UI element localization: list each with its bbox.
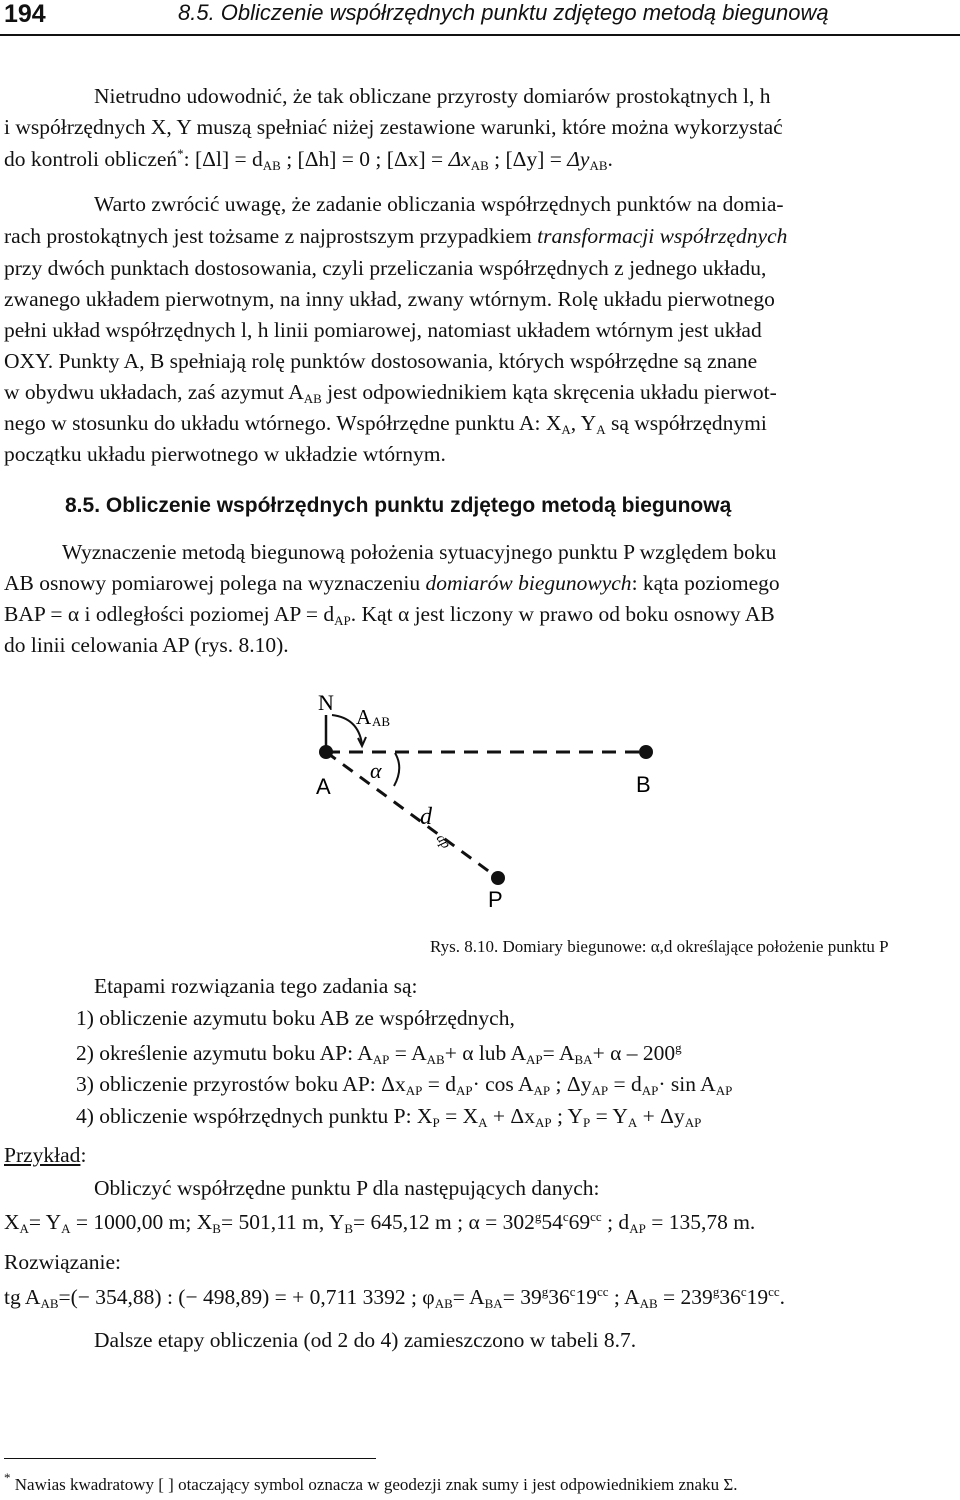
label-azimuth: A [356,705,372,729]
step-item: 4) obliczenie współrzędnych punktu P: $X_P = X_A + \Delta x_{AP}$ ; $Y_P = Y_A + \Delta y_{AP}$ [76,1104,702,1130]
label-point-p: P [488,887,503,910]
para3-line: BAP = α i odległości poziomej AP = $d_{AP}$. Kąt α jest liczony w prawo od boku osnowy AB [4,602,775,628]
para1-line: Nietrudno udowodnić, że tak obliczane przyrosty domiarów prostokątnych l, h [94,84,771,108]
para1-line: i współrzędnych X, Y muszą spełniać niżej zestawione warunki, które można wykorzystać [4,115,783,139]
point-p-marker [491,871,505,885]
label-north: N [318,690,334,715]
para3-line: do linii celowania AP (rys. 8.10). [4,633,289,657]
point-a-marker [319,745,333,759]
running-title: 8.5. Obliczenie współrzędnych punktu zdjętego metodą biegunową [178,0,829,25]
para3-line: AB osnowy pomiarowej polega na wyznaczeniu domiarów biegunowych: kąta poziomego [4,571,780,595]
point-b-marker [639,745,653,759]
step-item: 2) określenie azymutu boku AP: $A_{AP} = A_{AB}+ \alpha$ lub $A_{AP}= A_{BA}+ \alpha - 200^g$ [76,1040,682,1067]
para2-line: w obydwu układach, zaś azymut $A_{AB}$ jest odpowiednikiem kąta skręcenia układu pierwot- [4,380,777,406]
example-data: $X_A= Y_A = 1000,00$ m; $X_B= 501,11$ m, $Y_B= 645,12$ m ; $\alpha = 302^g54^c69^{cc}$ ; $d_{AP} = 135,78$ m. [4,1209,756,1236]
label-distance: d [420,804,432,830]
footnote-rule [4,1458,376,1459]
example-heading: Przykład: [4,1143,87,1167]
para2-line: zwanego układem pierwotnym, na inny układ, zwany wtórnym. Rolę układu pierwotnego [4,287,775,311]
page-number: 194 [4,0,46,28]
label-alpha: α [370,758,382,783]
example-task: Obliczyć współrzędne punktu P dla następujących danych: [94,1176,600,1200]
section-title: 8.5. Obliczenie współrzędnych punktu zdjętego metodą biegunową [65,494,732,517]
para2-line: OXY. Punkty A, B spełniają rolę punktów dostosowania, których współrzędne są znane [4,349,758,373]
para2-line: nego w stosunku do układu wtórnego. Współrzędne punktu A: $X_A$, $Y_A$ są współrzędnymi [4,411,767,437]
solution-formula: tg $A_{AB}=(- 354,88)$ : (− 498,89) = + 0,711 3392 ; $\varphi_{AB}= A_{BA}= 39^g36^c19^{cc}$ ; $A_{AB} = 239^g36^c19^{cc}$. [4,1284,786,1311]
para1-line: do kontroli obliczeń*: $[\Delta l] = d_{AB}$ ; [Δh] = 0 ; $[\Delta x] = \Delta x_{AB}$ ; $[\Delta y] = \Delta y_{AB}$. [4,146,613,173]
line-ap [326,752,498,878]
step-item: 3) obliczenie przyrostów boku AP: $\Delta x_{AP} = d_{AP}\cdot \cos A_{AP}$ ; $\Delta y_{AP} = d_{AP}\cdot \sin A_{AP}$ [76,1072,733,1098]
footnote-star: * [4,1470,11,1485]
para2-line: początku układu pierwotnego w układzie wtórnym. [4,442,446,466]
footnote-marker: * [177,146,184,161]
para2-line: Warto zwrócić uwagę, że zadanie obliczania współrzędnych punktów na domia- [94,192,784,216]
label-distance-sub: ap [432,831,454,852]
example-further: Dalsze etapy obliczenia (od 2 do 4) zamieszczono w tabeli 8.7. [94,1328,637,1352]
solution-heading: Rozwiązanie: [4,1250,122,1274]
alpha-arc [394,753,399,786]
label-point-a: A [316,774,331,799]
para3-line: Wyznaczenie metodą biegunową położenia sytuacyjnego punktu P względem boku [62,540,777,564]
steps-intro: Etapami rozwiązania tego zadania są: [94,974,418,998]
polar-method-figure [300,680,700,910]
label-azimuth-sub: AB [372,714,391,729]
step-item: 1) obliczenie azymutu boku AB ze współrzędnych, [76,1006,515,1030]
figure-caption: Rys. 8.10. Domiary biegunowe: α,d określające położenie punktu P [430,937,889,956]
para2-line: rach prostokątnych jest tożsame z najprostszym przypadkiem transformacji współrzędnych [4,224,788,248]
footnote: * Nawias kwadratowy [ ] otaczający symbol oznacza w geodezji znak sumy i jest odpowiednikiem znaku Σ. [4,1470,738,1494]
para2-line: pełni układ współrzędnych l, h linii pomiarowej, natomiast układem wtórnym jest układ [4,318,762,342]
para2-line: przy dwóch punktach dostosowania, czyli przeliczania współrzędnych z jednego układu, [4,256,767,280]
page-header [0,0,960,36]
label-point-b: B [636,772,651,797]
